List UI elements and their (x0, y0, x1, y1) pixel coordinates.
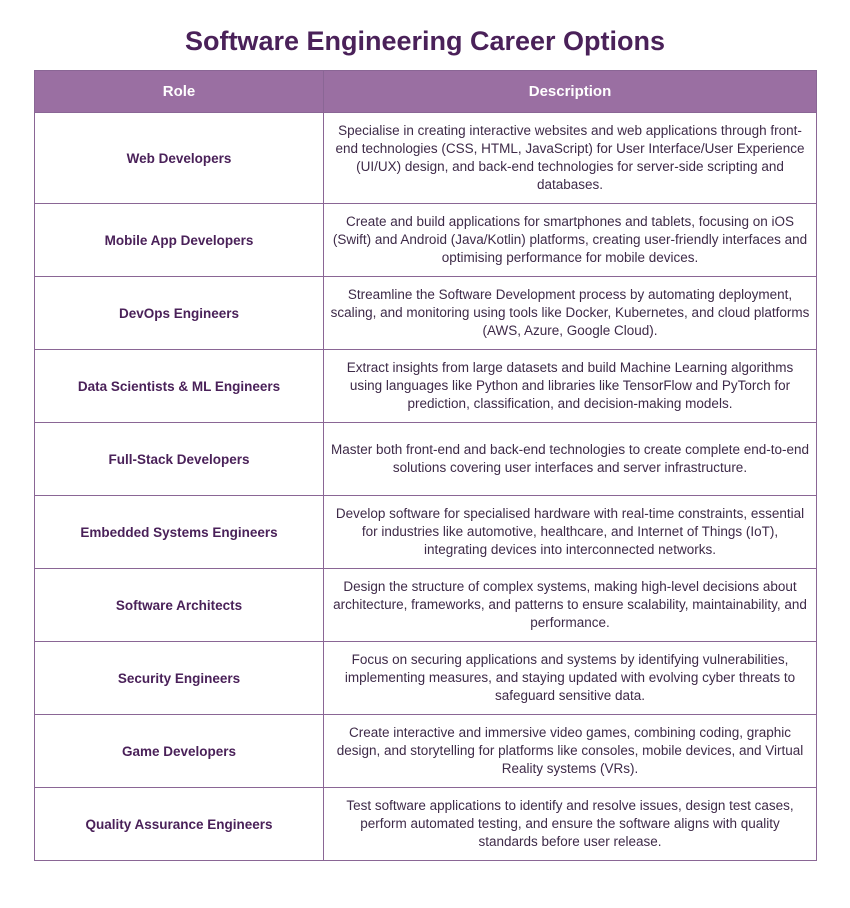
role-cell: DevOps Engineers (35, 277, 324, 350)
table-row (35, 113, 817, 204)
description-cell: Specialise in creating interactive websites and web applications through front-end technologies (CSS, HTML, JavaScript) for User Interface/User Experience (UI/UX) design, and back-end technologies for server-side scripting and databases. (324, 113, 817, 204)
description-cell: Streamline the Software Development process by automating deployment, scaling, and monitoring using tools like Docker, Kubernetes, and cloud platforms (AWS, Azure, Google Cloud). (324, 277, 817, 350)
role-cell: Web Developers (35, 113, 324, 204)
description-cell: Create interactive and immersive video games, combining coding, graphic design, and storytelling for platforms like consoles, mobile devices, and Virtual Reality systems (VRs). (324, 715, 817, 788)
table-row (35, 569, 817, 642)
table-body (35, 113, 817, 861)
table-row (35, 423, 817, 496)
role-cell: Software Architects (35, 569, 324, 642)
role-cell: Full-Stack Developers (35, 423, 324, 496)
table-row (35, 788, 817, 861)
career-options-table (34, 70, 817, 861)
role-cell: Embedded Systems Engineers (35, 496, 324, 569)
description-cell: Design the structure of complex systems, making high-level decisions about architecture, frameworks, and patterns to ensure scalability, maintainability, and performance. (324, 569, 817, 642)
table-row (35, 277, 817, 350)
description-cell: Test software applications to identify and resolve issues, design test cases, perform automated testing, and ensure the software aligns with quality standards before user release. (324, 788, 817, 861)
table-row (35, 715, 817, 788)
table-row (35, 496, 817, 569)
page-title: Software Engineering Career Options (184, 26, 666, 56)
description-cell: Create and build applications for smartphones and tablets, focusing on iOS (Swift) and Android (Java/Kotlin) platforms, creating user-friendly interfaces and optimising performance for mobile devices. (324, 204, 817, 277)
role-cell: Mobile App Developers (35, 204, 324, 277)
column-header-role: Role (35, 71, 324, 113)
role-cell: Security Engineers (35, 642, 324, 715)
column-header-description: Description (324, 71, 817, 113)
description-cell: Extract insights from large datasets and build Machine Learning algorithms using languages like Python and libraries like TensorFlow and PyTorch for prediction, classification, and decision-making models. (324, 350, 817, 423)
role-cell: Game Developers (35, 715, 324, 788)
table-header (35, 71, 817, 113)
table-row (35, 204, 817, 277)
description-cell: Develop software for specialised hardware with real-time constraints, essential for industries like automotive, healthcare, and Internet of Things (IoT), integrating devices into interconnected networks. (324, 496, 817, 569)
header-row (35, 71, 817, 113)
role-cell: Quality Assurance Engineers (35, 788, 324, 861)
description-cell: Master both front-end and back-end technologies to create complete end-to-end solutions covering user interfaces and server infrastructure. (324, 423, 817, 496)
role-cell: Data Scientists & ML Engineers (35, 350, 324, 423)
table-row (35, 350, 817, 423)
table-row (35, 642, 817, 715)
description-cell: Focus on securing applications and systems by identifying vulnerabilities, implementing measures, and staying updated with evolving cyber threats to safeguard sensitive data. (324, 642, 817, 715)
